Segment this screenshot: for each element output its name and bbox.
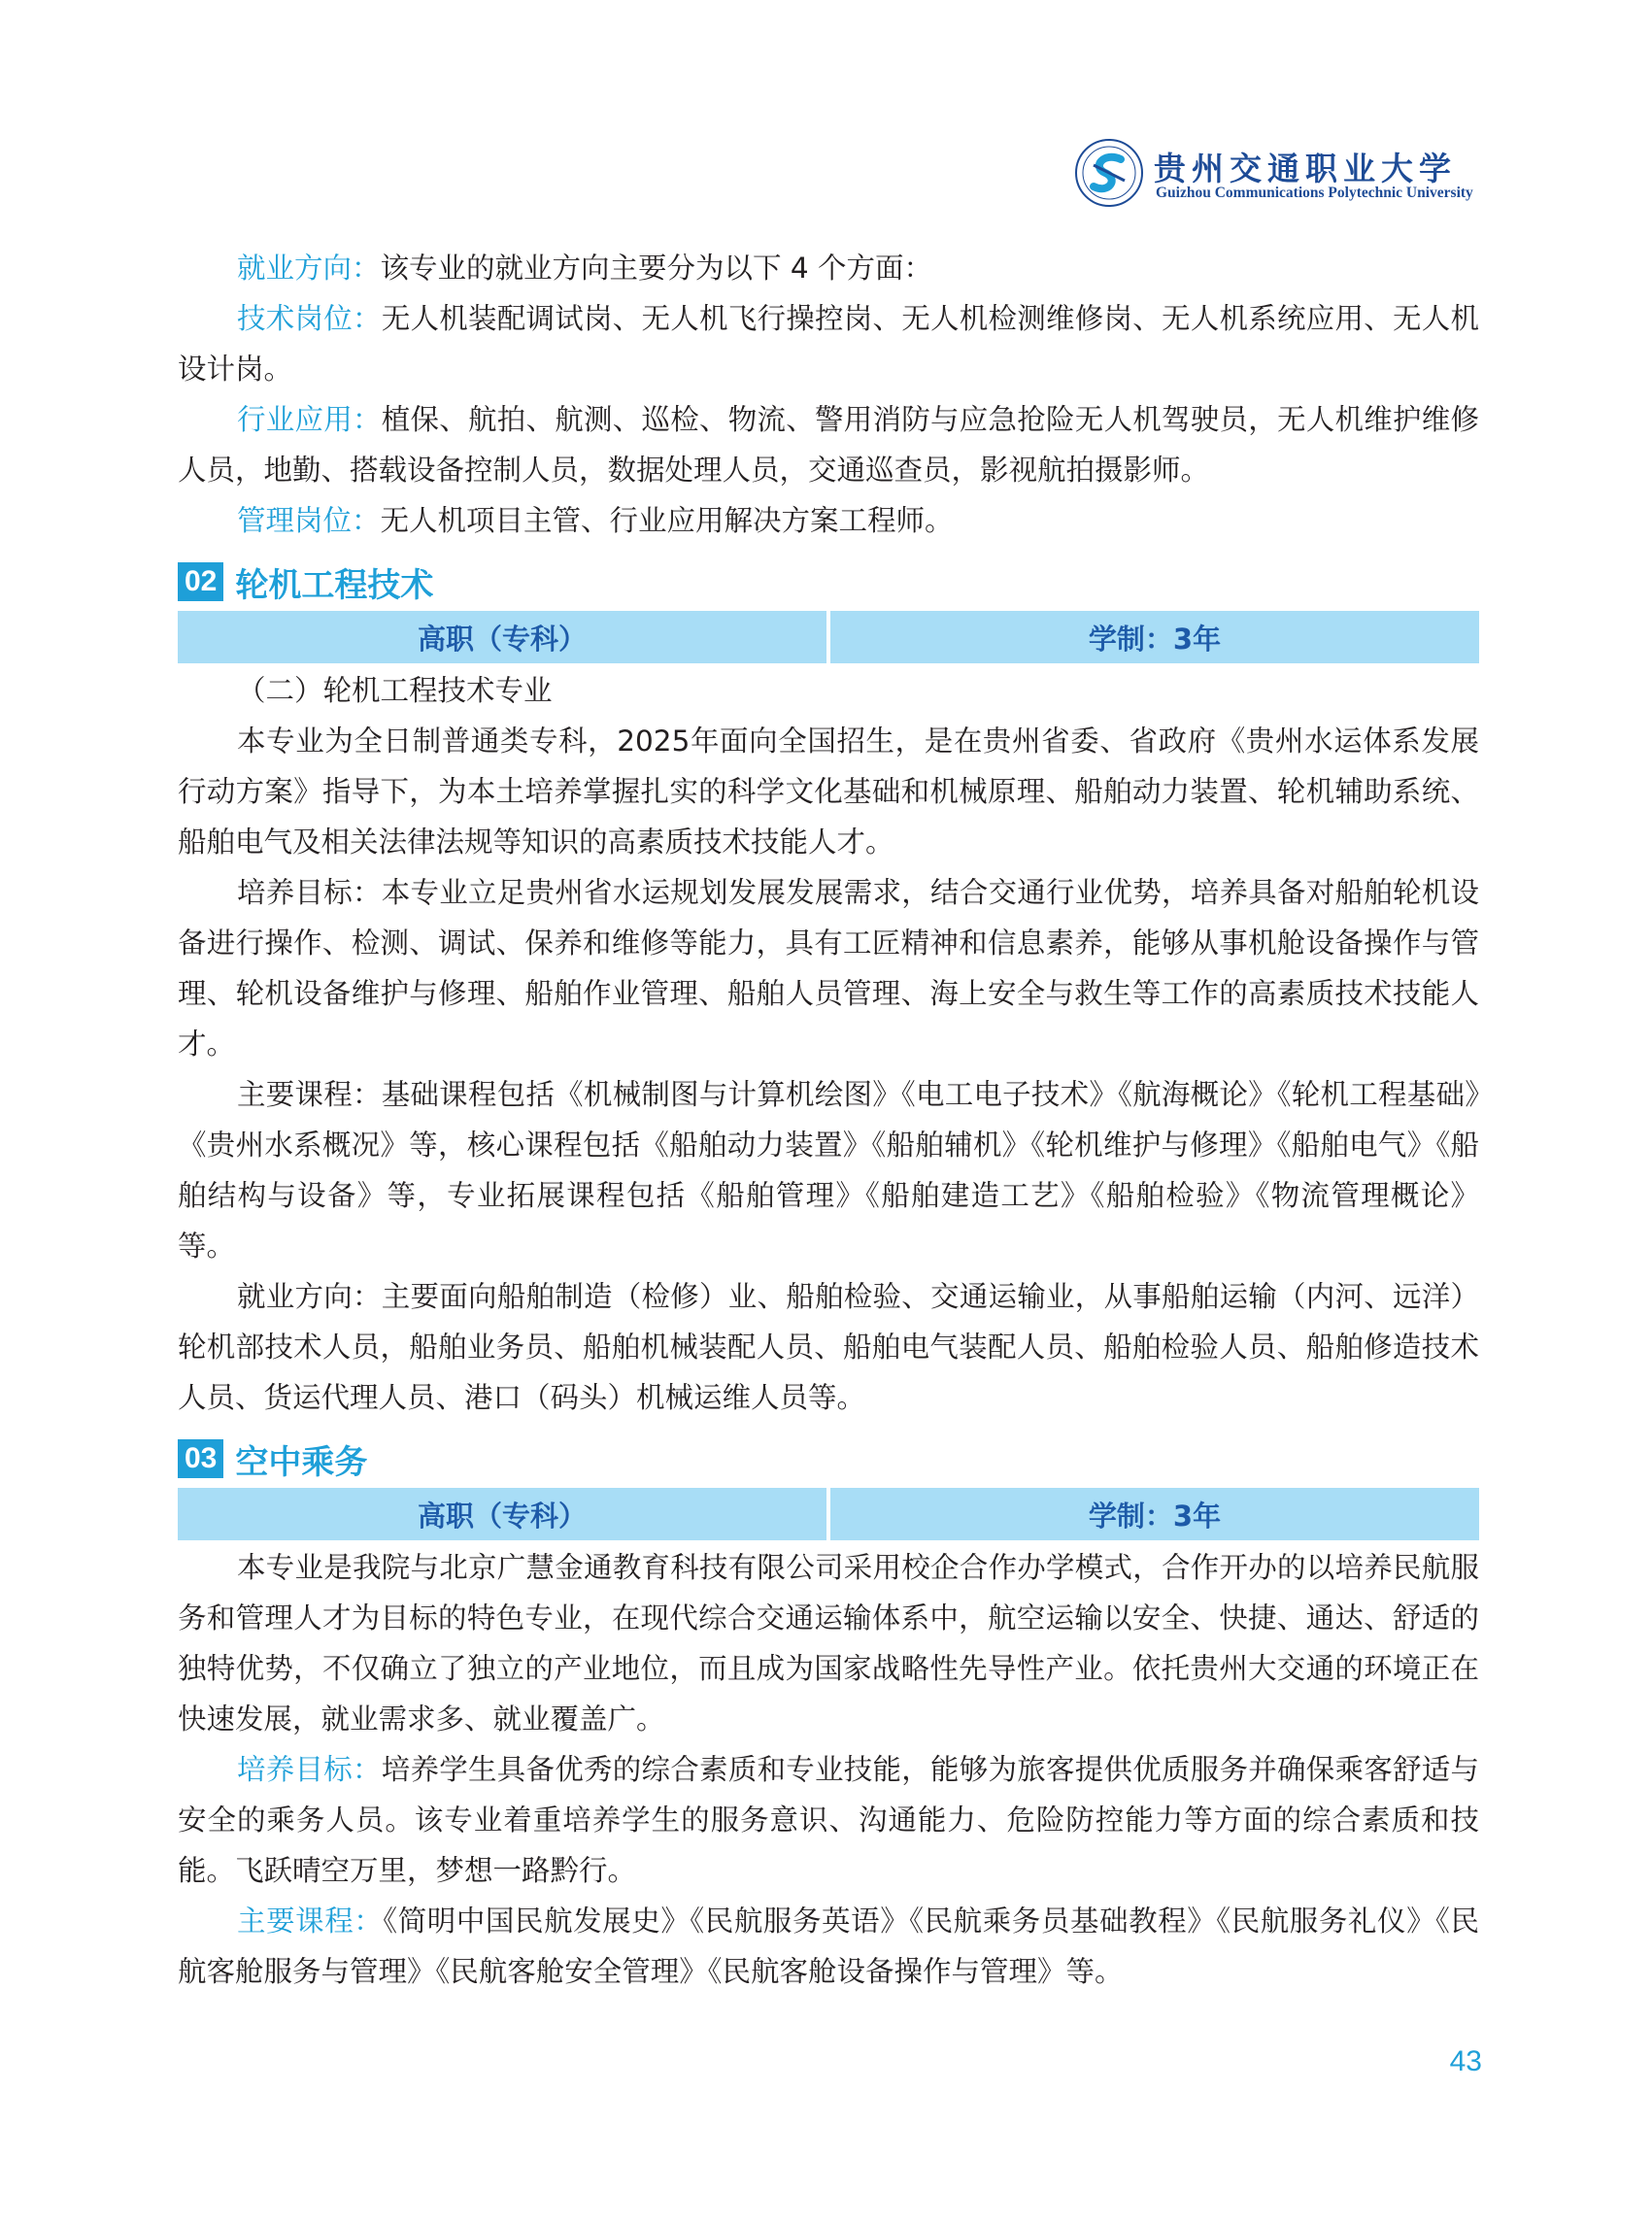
- page-number: 43: [1449, 2045, 1482, 2077]
- paragraph: 本专业是我院与北京广慧金通教育科技有限公司采用校企合作办学模式，合作开办的以培养民航服务和管理人才为目标的特色专业，在现代综合交通运输体系中，航空运输以安全、快捷、通达、舒适的独特优势，不仅确立了独立的产业地位，而且成为国家战略性先导性产业。依托贵州大交通的环境正在快速发展，就业需求多、就业覆盖广。: [178, 1551, 1479, 1736]
- paragraph: 培养目标：本专业立足贵州省水运规划发展发展需求，结合交通行业优势，培养具备对船舶轮机设备进行操作、检测、调试、保养和维修等能力，具有工匠精神和信息素养，能够从事机舱设备操作与管理、轮机设备维护与修理、船舶作业管理、船舶人员管理、海上安全与救生等工作的高素质技术技能人才。: [178, 876, 1479, 1061]
- industry-text: 植保、航拍、航测、巡检、物流、警用消防与应急抢险无人机驾驶员，无人机维护维修人员，地勤、搭载设备控制人员，数据处理人员，交通巡查员，影视航拍摄影师。: [178, 403, 1479, 487]
- tech-positions: [178, 293, 1479, 394]
- paragraph: 主要课程：基础课程包括《机械制图与计算机绘图》《电工电子技术》《航海概论》《轮机工程基础》《贵州水系概况》等，核心课程包括《船舶动力装置》《船舶辅机》《轮机维护与修理》《船舶电气》《船舶结构与设备》等，专业拓展课程包括《船舶管理》《船舶建造工艺》《船舶检验》《物流管理概论》等。: [178, 1078, 1479, 1263]
- course-text: 《简明中国民航发展史》《民航服务英语》《民航乘务员基础教程》《民航服务礼仪》《民航客舱服务与管理》《民航客舱安全管理》《民航客舱设备操作与管理》等。: [178, 1905, 1479, 1988]
- university-name-cn: 贵州交通职业大学: [1154, 150, 1457, 187]
- goal-text: 培养学生具备优秀的综合素质和专业技能，能够为旅客提供优质服务并确保乘客舒适与安全的乘务人员。该专业着重培养学生的服务意识、沟通能力、危险防控能力等方面的综合素质和技能。飞跃晴空万里，梦想一路黔行。: [178, 1753, 1479, 1887]
- mgmt-text: 无人机项目主管、行业应用解决方案工程师。: [380, 504, 954, 537]
- industry-label: 行业应用：: [237, 403, 382, 436]
- main-content: [178, 243, 1479, 1997]
- section-02-title: [178, 553, 1479, 611]
- management-positions: [178, 495, 1479, 546]
- sub-heading: （二）轮机工程技术专业: [237, 674, 553, 707]
- employment-label: 就业方向：: [237, 252, 381, 285]
- section-02-info-bar: [178, 611, 1479, 663]
- employment-direction: [178, 243, 1479, 293]
- university-name-en: Guizhou Communications Polytechnic University: [1156, 185, 1473, 201]
- section-03-info-bar: [178, 1488, 1479, 1540]
- tech-label: 技术岗位：: [237, 302, 382, 335]
- university-logo-icon: [1074, 138, 1144, 208]
- course-label: 主要课程：: [237, 1905, 384, 1938]
- training-goal: [178, 1744, 1479, 1896]
- industry-applications: [178, 394, 1479, 495]
- level-cell: 高职（专科）: [178, 1488, 826, 1540]
- section-name: 空中乘务: [235, 1442, 368, 1482]
- duration-cell: 学制：3年: [830, 1488, 1479, 1540]
- goal-label: 培养目标：: [237, 1753, 382, 1786]
- main-courses: [178, 1896, 1479, 1997]
- section-number: 03: [178, 1439, 223, 1478]
- section-name: 轮机工程技术: [235, 565, 434, 605]
- employment-text: 该专业的就业方向主要分为以下 4 个方面：: [380, 252, 933, 285]
- paragraph: 本专业为全日制普通类专科，2025年面向全国招生，是在贵州省委、省政府《贵州水运体系发展行动方案》指导下，为本土培养掌握扎实的科学文化基础和机械原理、船舶动力装置、轮机辅助系统、船舶电气及相关法律法规等知识的高素质技术技能人才。: [178, 725, 1479, 859]
- section-03-title: [178, 1430, 1479, 1488]
- mgmt-label: 管理岗位：: [237, 504, 381, 537]
- section-number: 02: [178, 562, 223, 601]
- tech-text: 无人机装配调试岗、无人机飞行操控岗、无人机检测维修岗、无人机系统应用、无人机设计岗。: [178, 302, 1479, 386]
- paragraph: 就业方向：主要面向船舶制造（检修）业、船舶检验、交通运输业，从事船舶运输（内河、远洋）轮机部技术人员，船舶业务员、船舶机械装配人员、船舶电气装配人员、船舶检验人员、船舶修造技术人员、货运代理人员、港口（码头）机械运维人员等。: [178, 1280, 1479, 1414]
- duration-cell: 学制：3年: [830, 611, 1479, 663]
- page-header: [1074, 138, 1482, 208]
- level-cell: 高职（专科）: [178, 611, 826, 663]
